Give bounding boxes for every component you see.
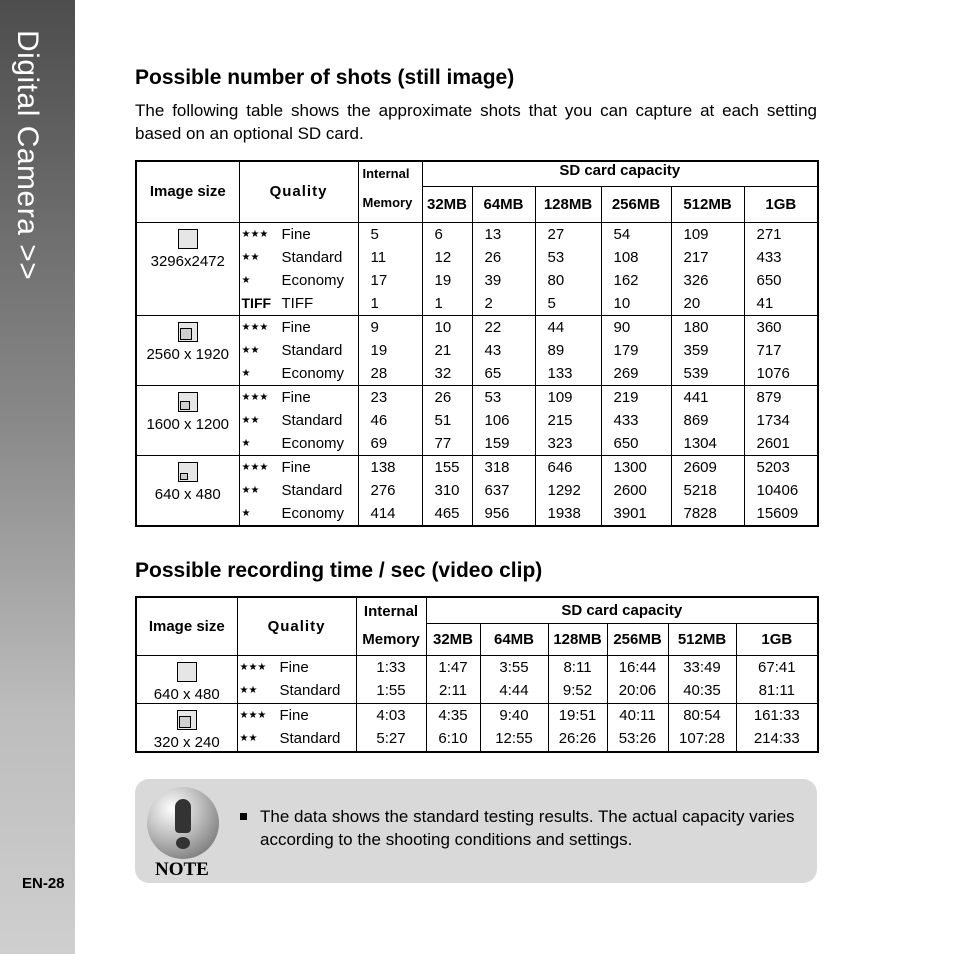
- table-value: 77: [434, 434, 452, 452]
- table-value: 109: [547, 388, 573, 406]
- table-value: 21: [434, 341, 452, 359]
- table-value: 26: [484, 248, 502, 266]
- table-value: 1938: [547, 504, 581, 522]
- video-cap-256mb: 256MB: [607, 623, 668, 655]
- table-value: 13: [484, 225, 502, 243]
- value-cell: [744, 455, 818, 526]
- quality-label: TIFF: [281, 294, 314, 312]
- table-value: 53: [547, 248, 565, 266]
- video-header-internal-memory: Internal Memory: [356, 597, 426, 655]
- quality-row: [240, 502, 358, 525]
- table-value: 32: [434, 364, 452, 382]
- table-value: 6:10: [438, 730, 468, 747]
- image-size-label: 640 x 480: [153, 685, 220, 703]
- value-cell: [607, 655, 668, 703]
- table-value: 133: [547, 364, 573, 382]
- table-value: 5218: [683, 481, 717, 499]
- table-value: 109: [683, 225, 709, 243]
- table-value: 650: [613, 434, 639, 452]
- image-size-cell: [136, 703, 237, 752]
- value-cell: [480, 655, 548, 703]
- quality-cell: [237, 703, 356, 752]
- table-value: 637: [484, 481, 510, 499]
- table-value: 219: [613, 388, 639, 406]
- quality-row: [240, 223, 358, 246]
- quality-row: [240, 432, 358, 455]
- table-value: 80: [547, 271, 565, 289]
- table-value: 269: [613, 364, 639, 382]
- quality-label: Economy: [281, 434, 345, 452]
- quality-stars-icon: ★★★: [241, 461, 269, 473]
- table-value: 20:06: [618, 682, 657, 699]
- value-cell: [422, 222, 472, 315]
- quality-label: Fine: [279, 706, 309, 724]
- value-cell: [671, 385, 744, 455]
- table-value: 214:33: [753, 730, 800, 747]
- quality-label: Standard: [279, 730, 341, 748]
- quality-row: [238, 656, 356, 680]
- table-value: 107:28: [679, 730, 725, 747]
- still-cap-64mb: 64MB: [472, 186, 535, 222]
- table-value: 162: [613, 271, 639, 289]
- image-size-label: 3296x2472: [150, 252, 225, 270]
- image-size-icon: [177, 662, 197, 682]
- value-cell: [671, 222, 744, 315]
- table-value: 1:33: [376, 658, 406, 676]
- image-size-label: 320 x 240: [153, 733, 220, 751]
- table-value: 19: [370, 341, 388, 359]
- table-value: 1300: [613, 458, 647, 476]
- table-value: 26: [434, 388, 452, 406]
- page-number: EN-28: [22, 875, 65, 892]
- table-value: 2600: [613, 481, 647, 499]
- image-size-icon: [178, 229, 198, 249]
- image-size-label: 2560 x 1920: [146, 345, 230, 363]
- table-value: 90: [613, 318, 631, 336]
- table-value: 9:52: [562, 682, 593, 699]
- quality-label: Standard: [281, 481, 343, 499]
- image-size-cell: [136, 222, 239, 315]
- quality-stars-icon: ★★: [241, 344, 260, 356]
- table-value: 26:26: [558, 730, 597, 747]
- image-size-icon: [177, 710, 197, 730]
- quality-label: Fine: [281, 225, 311, 243]
- still-cap-512mb: 512MB: [671, 186, 744, 222]
- still-cap-256mb: 256MB: [601, 186, 671, 222]
- table-value: 12: [434, 248, 452, 266]
- table-value: 7828: [683, 504, 717, 522]
- table-value: 5203: [756, 458, 790, 476]
- table-value: 869: [683, 411, 709, 429]
- table-value: 360: [756, 318, 782, 336]
- table-value: 326: [683, 271, 709, 289]
- quality-stars-icon: ★: [241, 507, 251, 519]
- quality-stars-icon: ★: [241, 437, 251, 449]
- table-value: 318: [484, 458, 510, 476]
- table-value: 69: [370, 434, 388, 452]
- table-value: 54: [613, 225, 631, 243]
- value-cell: [744, 222, 818, 315]
- table-value: 40:11: [619, 706, 656, 724]
- image-size-cell: [136, 655, 237, 703]
- table-value: 20: [683, 294, 701, 312]
- value-cell: [744, 385, 818, 455]
- value-cell: [668, 703, 736, 752]
- exclamation-icon: [147, 787, 219, 859]
- quality-label: Economy: [281, 504, 345, 522]
- quality-row: [240, 456, 358, 479]
- table-value: 9: [370, 318, 379, 336]
- table-value: 46: [370, 411, 388, 429]
- quality-row: [238, 727, 356, 751]
- table-value: 646: [547, 458, 573, 476]
- value-cell: [426, 655, 480, 703]
- table-value: 2:11: [438, 682, 468, 699]
- table-value: 650: [756, 271, 782, 289]
- header-internal-memory: Internal Memory: [358, 161, 422, 222]
- table-value: 956: [484, 504, 510, 522]
- note-label: NOTE: [155, 859, 209, 880]
- value-cell: [356, 655, 426, 703]
- table-value: 81:11: [758, 682, 795, 699]
- quality-row: [240, 339, 358, 362]
- quality-label: Fine: [281, 388, 311, 406]
- value-cell: [671, 455, 744, 526]
- table-value: 8:11: [563, 658, 592, 676]
- table-value: 539: [683, 364, 709, 382]
- quality-stars-icon: ★★: [241, 251, 260, 263]
- table-value: 155: [434, 458, 460, 476]
- video-cap-64mb: 64MB: [480, 623, 548, 655]
- table-value: 16:44: [618, 658, 657, 676]
- still-cap-1gb: 1GB: [744, 186, 818, 222]
- image-size-icon: [178, 392, 198, 412]
- value-cell: [736, 703, 818, 752]
- value-cell: [472, 222, 535, 315]
- table-value: 12:55: [495, 730, 533, 747]
- table-value: 4:35: [438, 706, 468, 724]
- table-value: 22: [484, 318, 502, 336]
- video-cap-32mb: 32MB: [426, 623, 480, 655]
- value-cell: [358, 315, 422, 385]
- table-value: 23: [370, 388, 388, 406]
- quality-row: [238, 704, 356, 728]
- table-value: 1292: [547, 481, 581, 499]
- quality-row: [240, 362, 358, 385]
- quality-label: Economy: [281, 271, 345, 289]
- table-value: 441: [683, 388, 709, 406]
- table-value: 180: [683, 318, 709, 336]
- table-value: 1: [370, 294, 379, 312]
- quality-row: [240, 269, 358, 292]
- quality-stars-icon: ★★★: [241, 321, 269, 333]
- table-value: 17: [370, 271, 388, 289]
- table-value: 1:55: [376, 682, 406, 699]
- value-cell: [601, 315, 671, 385]
- table-value: 2609: [683, 458, 717, 476]
- table-value: 310: [434, 481, 460, 499]
- table-value: 2: [484, 294, 493, 312]
- table-value: 414: [370, 504, 396, 522]
- table-value: 217: [683, 248, 709, 266]
- quality-label: Standard: [281, 341, 343, 359]
- value-cell: [744, 315, 818, 385]
- table-value: 5: [547, 294, 556, 312]
- table-value: 51: [434, 411, 452, 429]
- value-cell: [601, 455, 671, 526]
- value-cell: [548, 703, 607, 752]
- header-sd-card-capacity: SD card capacity: [422, 161, 818, 186]
- still-intro: The following table shows the approximate shots that you can capture at each setting based on an optional SD card.: [135, 101, 817, 143]
- quality-stars-icon: ★★: [239, 733, 258, 745]
- video-cap-128mb: 128MB: [548, 623, 607, 655]
- quality-cell: [239, 385, 358, 455]
- value-cell: [535, 385, 601, 455]
- table-value: 106: [484, 411, 510, 429]
- value-cell: [668, 655, 736, 703]
- value-cell: [422, 315, 472, 385]
- table-row: [136, 703, 818, 752]
- image-size-label: 640 x 480: [154, 485, 221, 503]
- note-text: The data shows the standard testing results. The actual capacity varies according to the shooting conditions and settings.: [260, 805, 810, 851]
- quality-label: Economy: [281, 364, 345, 382]
- quality-stars-icon: ★★★: [239, 661, 267, 673]
- table-value: 11: [370, 248, 387, 266]
- table-row: [136, 455, 818, 526]
- value-cell: [736, 655, 818, 703]
- table-value: 4:03: [376, 706, 406, 724]
- quality-stars-icon: ★: [241, 367, 251, 379]
- still-cap-32mb: 32MB: [422, 186, 472, 222]
- table-value: 28: [370, 364, 388, 382]
- quality-label: Standard: [281, 248, 343, 266]
- table-value: 10406: [756, 481, 799, 499]
- table-value: 9:40: [499, 706, 529, 724]
- quality-stars-icon: ★★: [239, 685, 258, 697]
- table-value: 433: [613, 411, 639, 429]
- value-cell: [535, 455, 601, 526]
- table-value: 43: [484, 341, 502, 359]
- value-cell: [422, 455, 472, 526]
- image-size-icon: [178, 462, 198, 482]
- table-value: 323: [547, 434, 573, 452]
- image-size-label: 1600 x 1200: [146, 415, 230, 433]
- table-value: 41: [756, 294, 774, 312]
- value-cell: [607, 703, 668, 752]
- table-value: 19: [434, 271, 452, 289]
- value-cell: [358, 222, 422, 315]
- table-value: 179: [613, 341, 639, 359]
- header-image-size: Image size: [136, 161, 239, 222]
- value-cell: [472, 385, 535, 455]
- quality-cell: [237, 655, 356, 703]
- table-value: 65: [484, 364, 502, 382]
- value-cell: [601, 385, 671, 455]
- quality-row: [240, 479, 358, 502]
- video-heading: Possible recording time / sec (video clip): [135, 559, 543, 582]
- table-row: [136, 655, 818, 703]
- table-value: 161:33: [753, 706, 800, 724]
- value-cell: [601, 222, 671, 315]
- table-row: [136, 315, 818, 385]
- quality-stars-icon: ★★: [241, 414, 260, 426]
- table-value: 44: [547, 318, 565, 336]
- table-value: 53: [484, 388, 502, 406]
- table-value: 2601: [756, 434, 790, 452]
- table-value: 276: [370, 481, 396, 499]
- table-value: 433: [756, 248, 782, 266]
- quality-cell: [239, 315, 358, 385]
- table-value: 39: [484, 271, 502, 289]
- quality-label: Fine: [281, 458, 311, 476]
- quality-label: Standard: [279, 682, 341, 700]
- header-quality: Quality: [239, 161, 358, 222]
- quality-stars-icon: ★: [241, 274, 251, 286]
- quality-row: [238, 679, 356, 703]
- quality-label: Fine: [281, 318, 311, 336]
- value-cell: [356, 703, 426, 752]
- table-value: 138: [370, 458, 396, 476]
- table-value: 53:26: [618, 730, 657, 747]
- table-value: 879: [756, 388, 782, 406]
- table-value: 159: [484, 434, 510, 452]
- table-value: 3:55: [499, 658, 529, 676]
- quality-cell: [239, 222, 358, 315]
- table-value: 1734: [756, 411, 790, 429]
- image-size-cell: [136, 455, 239, 526]
- table-value: 1304: [683, 434, 717, 452]
- value-cell: [358, 385, 422, 455]
- quality-label: Fine: [279, 658, 309, 676]
- video-header-sd-card-capacity: SD card capacity: [426, 597, 818, 623]
- value-cell: [472, 315, 535, 385]
- quality-row: [240, 292, 358, 315]
- value-cell: [535, 222, 601, 315]
- table-value: 1: [434, 294, 443, 312]
- table-value: 19:51: [558, 706, 597, 724]
- table-value: 1076: [756, 364, 790, 382]
- image-size-cell: [136, 315, 239, 385]
- table-value: 4:44: [499, 682, 529, 699]
- table-value: 1:47: [438, 658, 468, 676]
- still-shots-table: [135, 160, 819, 527]
- table-value: 67:41: [758, 658, 796, 676]
- video-header-image-size: Image size: [136, 597, 237, 655]
- quality-row: [240, 246, 358, 269]
- table-row: [136, 385, 818, 455]
- bullet-icon: [240, 813, 247, 820]
- table-value: 10: [434, 318, 452, 336]
- value-cell: [426, 703, 480, 752]
- video-time-table: [135, 596, 819, 753]
- video-cap-1gb: 1GB: [736, 623, 818, 655]
- table-value: 15609: [756, 504, 799, 522]
- value-cell: [480, 703, 548, 752]
- sidebar: [0, 0, 75, 954]
- quality-stars-icon: ★★★: [241, 228, 269, 240]
- quality-row: [240, 409, 358, 432]
- table-value: 5:27: [376, 730, 406, 747]
- value-cell: [535, 315, 601, 385]
- quality-label: Standard: [281, 411, 343, 429]
- table-row: [136, 222, 818, 315]
- video-cap-512mb: 512MB: [668, 623, 736, 655]
- image-size-icon: [178, 322, 198, 342]
- still-cap-128mb: 128MB: [535, 186, 601, 222]
- sidebar-title: Digital Camera >>: [11, 30, 44, 281]
- table-value: 6: [434, 225, 443, 243]
- quality-stars-icon: ★★★: [241, 391, 269, 403]
- table-value: 108: [613, 248, 639, 266]
- table-value: 89: [547, 341, 565, 359]
- table-value: 465: [434, 504, 460, 522]
- value-cell: [358, 455, 422, 526]
- video-header-quality: Quality: [237, 597, 356, 655]
- table-value: 271: [756, 225, 782, 243]
- value-cell: [671, 315, 744, 385]
- table-value: 80:54: [683, 706, 721, 724]
- value-cell: [548, 655, 607, 703]
- table-value: 27: [547, 225, 565, 243]
- image-size-cell: [136, 385, 239, 455]
- table-value: 359: [683, 341, 709, 359]
- quality-row: [240, 316, 358, 339]
- table-value: 215: [547, 411, 573, 429]
- quality-stars-icon: ★★★: [239, 709, 267, 721]
- still-heading: Possible number of shots (still image): [135, 66, 515, 89]
- table-value: 717: [756, 341, 782, 359]
- note-box: [135, 779, 817, 883]
- quality-stars-icon: ★★: [241, 484, 260, 496]
- table-value: 40:35: [683, 682, 721, 699]
- table-value: 10: [613, 294, 631, 312]
- quality-row: [240, 386, 358, 409]
- table-value: 3901: [613, 504, 647, 522]
- value-cell: [422, 385, 472, 455]
- table-value: 33:49: [683, 658, 721, 676]
- quality-cell: [239, 455, 358, 526]
- table-value: 5: [370, 225, 379, 243]
- tiff-icon: TIFF: [241, 295, 272, 311]
- value-cell: [472, 455, 535, 526]
